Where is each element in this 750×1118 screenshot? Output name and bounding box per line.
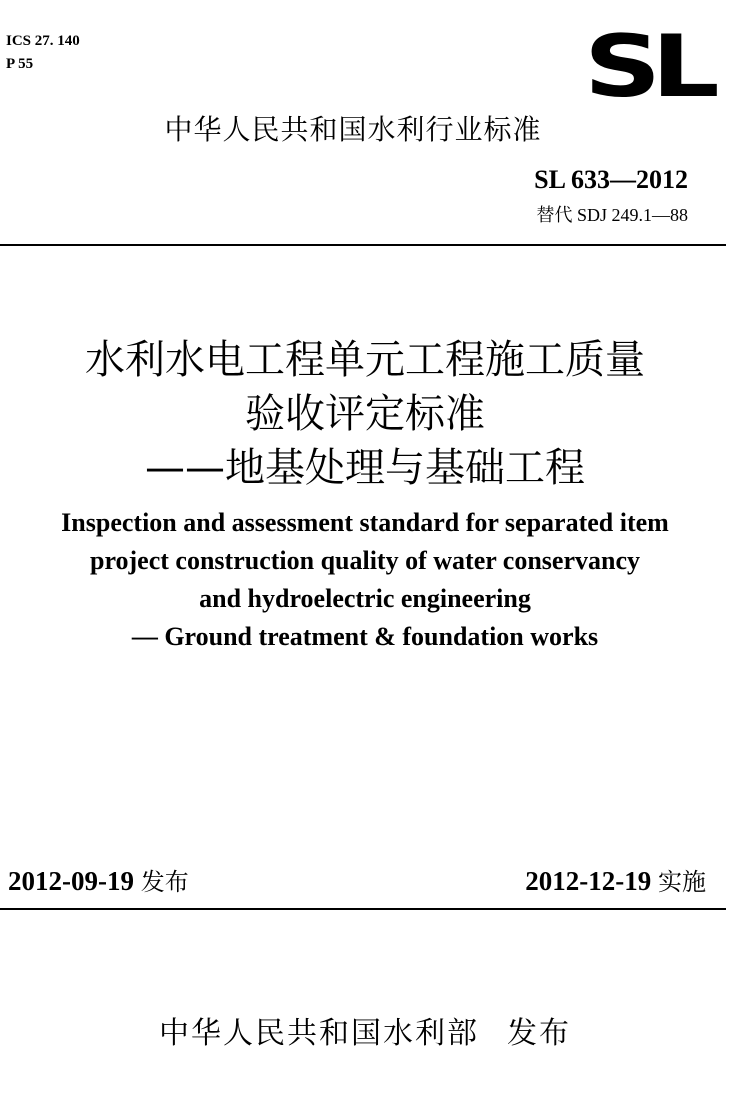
issue-label: 发布 (140, 868, 189, 896)
sl-logo: SL (584, 17, 710, 117)
issue-date-block (8, 862, 189, 897)
chinese-title (0, 333, 730, 495)
chinese-title-line-3: ——地基处理与基础工程 (145, 445, 585, 491)
english-title-line-4: — Ground treatment & foundation works (131, 622, 599, 651)
classification-codes (6, 30, 80, 76)
chinese-title-line-2: 验收评定标准 (245, 391, 485, 437)
publisher-line (0, 1008, 730, 1052)
chinese-title-line-1: 水利水电工程单元工程施工质量 (85, 337, 645, 383)
category-code: P 55 (6, 56, 34, 72)
industry-standard-heading: 中华人民共和国水利行业标准 (164, 113, 542, 146)
english-title-line-2: project construction quality of water conservancy (89, 546, 640, 575)
issue-date: 2012-09-19 (8, 866, 134, 896)
publisher-action: 发布 (507, 1016, 571, 1051)
bottom-divider (0, 908, 726, 910)
implement-date: 2012-12-19 (525, 866, 652, 896)
replaces-standard: 替代 SDJ 249.1—88 (536, 205, 688, 225)
english-title-line-3: and hydroelectric engineering (199, 584, 531, 613)
english-title-line-1: Inspection and assessment standard for separated item (61, 508, 669, 537)
implement-date-block (525, 862, 706, 897)
top-divider (0, 244, 726, 246)
standard-number: SL 633—2012 (534, 165, 688, 194)
ics-code: ICS 27. 140 (6, 33, 80, 49)
english-title (0, 504, 730, 656)
publisher-name: 中华人民共和国水利部 (159, 1016, 479, 1051)
implement-label: 实施 (658, 868, 706, 896)
